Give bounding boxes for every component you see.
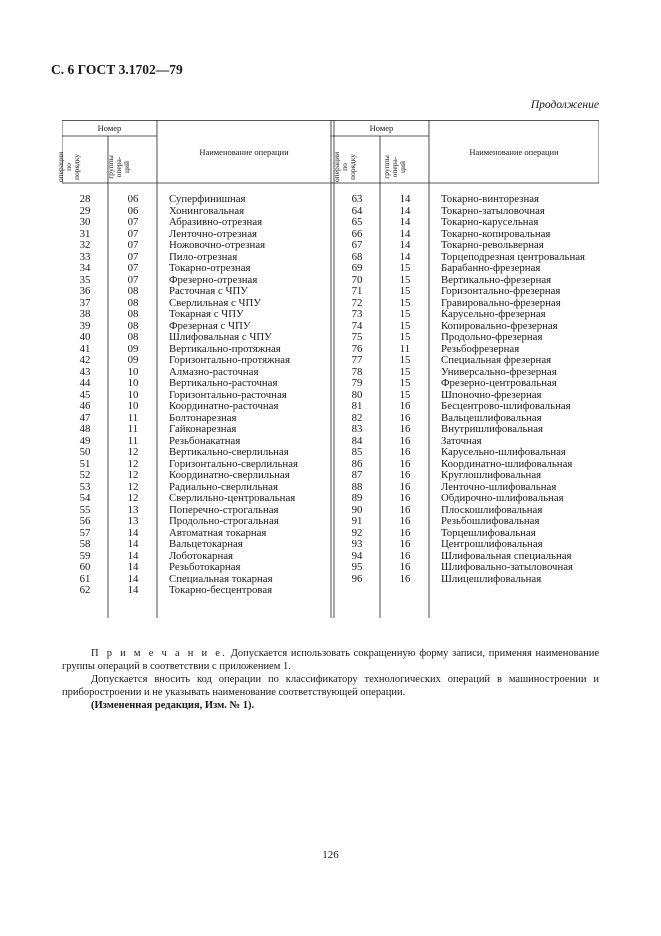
op-number-cell: 54 bbox=[79, 492, 91, 504]
group-number-cell: 15 bbox=[399, 262, 411, 274]
page-header-title: С. 6 ГОСТ 3.1702—79 bbox=[51, 62, 183, 77]
op-number-cell: 74 bbox=[351, 319, 363, 332]
table-row bbox=[62, 539, 331, 551]
operation-name-cell: Шпоночно-фрезерная bbox=[441, 388, 542, 401]
left-rows bbox=[62, 194, 331, 597]
note-paragraph bbox=[62, 647, 599, 673]
group-number-cell: 14 bbox=[127, 572, 139, 585]
operation-name-cell: Координатно-сверлильная bbox=[169, 469, 290, 481]
op-number-cell: 41 bbox=[79, 342, 91, 355]
left-group-header: группы опера- ций bbox=[106, 155, 131, 179]
op-number-cell: 46 bbox=[79, 400, 91, 412]
op-number-cell: 40 bbox=[79, 331, 91, 343]
op-number-cell: 94 bbox=[351, 549, 363, 562]
operation-name-cell: Лоботокарная bbox=[169, 549, 233, 562]
operation-name-cell: Автоматная токарная bbox=[169, 526, 267, 539]
operation-name-cell: Универсально-фрезерная bbox=[441, 365, 557, 378]
group-number-cell: 16 bbox=[399, 434, 411, 447]
op-number-cell: 72 bbox=[351, 296, 363, 309]
note-label: П р и м е ч а н и е. bbox=[91, 648, 227, 659]
group-number-cell: 16 bbox=[399, 423, 411, 435]
op-number-cell: 90 bbox=[351, 503, 363, 516]
operation-name-cell: Вертикально-сверлильная bbox=[169, 446, 289, 458]
op-number-cell: 44 bbox=[79, 377, 91, 389]
group-number-cell: 15 bbox=[399, 388, 411, 401]
op-number-cell: 82 bbox=[351, 411, 363, 424]
group-number-cell: 07 bbox=[127, 227, 139, 240]
op-number-cell: 49 bbox=[79, 434, 91, 447]
table-row bbox=[62, 217, 331, 229]
group-number-cell: 08 bbox=[127, 296, 139, 309]
operation-name-cell: Радиально-сверлильная bbox=[169, 480, 278, 493]
operation-name-cell: Обдирочно-шлифовальная bbox=[441, 492, 564, 504]
group-number-cell: 15 bbox=[399, 377, 411, 389]
table-row bbox=[334, 574, 599, 586]
group-number-cell: 14 bbox=[399, 250, 411, 263]
op-number-cell: 39 bbox=[79, 319, 91, 332]
operation-name-cell: Токарно-винторезная bbox=[441, 193, 539, 205]
group-number-cell: 15 bbox=[399, 296, 411, 309]
note-text: Допускается использовать сокращенную форму записи, применяя наименование группы операций в соответствии с приложением 1. bbox=[62, 648, 600, 672]
table-row bbox=[334, 447, 599, 459]
group-number-cell: 14 bbox=[127, 538, 139, 550]
operation-name-cell: Фрезерная с ЧПУ bbox=[169, 319, 251, 332]
op-number-cell: 81 bbox=[351, 400, 363, 412]
op-number-cell: 48 bbox=[79, 423, 91, 435]
table-row bbox=[334, 194, 599, 206]
operation-name-cell: Карусельно-шлифовальная bbox=[441, 446, 566, 458]
right-rows bbox=[334, 194, 599, 585]
operation-name-cell: Круглошлифовальная bbox=[441, 469, 542, 481]
table-row bbox=[62, 286, 331, 298]
operation-name-cell: Фрезерно-отрезная bbox=[169, 273, 258, 286]
op-number-cell: 87 bbox=[351, 469, 363, 481]
table-row bbox=[334, 562, 599, 574]
group-number-cell: 11 bbox=[127, 411, 139, 424]
op-number-cell: 55 bbox=[79, 503, 91, 516]
op-number-cell: 51 bbox=[79, 457, 91, 470]
table-row bbox=[62, 309, 331, 321]
group-number-cell: 13 bbox=[127, 503, 139, 516]
operation-name-cell: Токарная с ЧПУ bbox=[169, 308, 244, 320]
op-number-cell: 33 bbox=[79, 250, 91, 263]
group-number-cell: 16 bbox=[399, 515, 411, 527]
op-number-cell: 69 bbox=[351, 262, 363, 274]
op-number-cell: 56 bbox=[79, 515, 91, 527]
operation-name-cell: Специальная токарная bbox=[169, 572, 273, 585]
group-number-cell: 10 bbox=[127, 400, 139, 412]
operation-name-cell: Ленточно-отрезная bbox=[169, 227, 257, 240]
group-number-cell: 08 bbox=[127, 308, 139, 320]
group-number-cell: 09 bbox=[127, 342, 139, 355]
op-number-cell: 29 bbox=[79, 204, 91, 217]
group-number-cell: 14 bbox=[127, 549, 139, 562]
table-row bbox=[62, 401, 331, 413]
group-number-cell: 12 bbox=[127, 480, 139, 493]
group-number-cell: 16 bbox=[399, 538, 411, 550]
left-name-header: Наименование операции bbox=[199, 147, 289, 157]
table-row bbox=[334, 263, 599, 275]
group-number-cell: 09 bbox=[127, 354, 139, 366]
group-number-cell: 15 bbox=[399, 319, 411, 332]
table-row bbox=[62, 355, 331, 367]
operation-name-cell: Вертикально-расточная bbox=[169, 377, 278, 389]
op-number-cell: 67 bbox=[351, 239, 363, 251]
group-number-cell: 16 bbox=[399, 400, 411, 412]
op-number-cell: 86 bbox=[351, 457, 363, 470]
op-number-cell: 52 bbox=[79, 469, 91, 481]
group-number-cell: 16 bbox=[399, 469, 411, 481]
group-number-cell: 16 bbox=[399, 503, 411, 516]
op-number-cell: 30 bbox=[79, 216, 91, 228]
group-number-cell: 16 bbox=[399, 561, 411, 573]
code-paragraph: Допускается вносить код операции по классификатору технологических операций в машиностроении и приборостроении и не указывать наименование соответствующей операции. bbox=[62, 674, 599, 698]
op-number-cell: 58 bbox=[79, 538, 91, 550]
op-number-cell: 28 bbox=[79, 193, 91, 205]
operation-name-cell: Гравировально-фрезерная bbox=[441, 296, 561, 309]
table-row bbox=[62, 240, 331, 252]
op-number-cell: 47 bbox=[79, 411, 91, 424]
operation-name-cell: Вертикально-протяжная bbox=[169, 342, 281, 355]
group-number-cell: 06 bbox=[127, 204, 139, 217]
operation-name-cell: Токарно-бесцентровая bbox=[169, 584, 273, 596]
operation-name-cell: Бесцентрово-шлифовальная bbox=[441, 400, 571, 412]
op-number-cell: 92 bbox=[351, 526, 363, 539]
operation-name-cell: Шлифовально-затыловочная bbox=[441, 561, 574, 573]
operation-name-cell: Шлифовальная специальная bbox=[441, 549, 572, 562]
group-number-cell: 07 bbox=[127, 239, 139, 251]
group-number-cell: 11 bbox=[127, 434, 139, 447]
group-number-cell: 08 bbox=[127, 319, 139, 332]
group-number-cell: 11 bbox=[399, 342, 411, 355]
group-number-cell: 16 bbox=[399, 480, 411, 493]
group-number-cell: 07 bbox=[127, 250, 139, 263]
group-number-cell: 14 bbox=[127, 584, 139, 596]
operation-name-cell: Абразивно-отрезная bbox=[169, 216, 263, 228]
op-number-cell: 42 bbox=[79, 354, 91, 366]
table-row bbox=[334, 401, 599, 413]
operation-name-cell: Заточная bbox=[441, 434, 482, 447]
operation-name-cell: Копировально-фрезерная bbox=[441, 319, 558, 332]
group-number-cell: 10 bbox=[127, 388, 139, 401]
operation-name-cell: Сверлильная с ЧПУ bbox=[169, 296, 261, 309]
operation-name-cell: Координатно-расточная bbox=[169, 400, 279, 412]
table-row bbox=[334, 332, 599, 344]
op-number-cell: 91 bbox=[351, 515, 363, 527]
operation-name-cell: Пило-отрезная bbox=[169, 250, 238, 263]
op-number-cell: 88 bbox=[351, 480, 363, 493]
op-number-cell: 65 bbox=[351, 216, 363, 228]
op-number-cell: 76 bbox=[351, 342, 363, 355]
op-number-cell: 77 bbox=[351, 354, 363, 366]
group-number-cell: 16 bbox=[399, 572, 411, 585]
right-group-header: группы опера- ций bbox=[382, 155, 407, 179]
operation-name-cell: Координатно-шлифовальная bbox=[441, 457, 573, 470]
op-number-cell: 80 bbox=[351, 388, 363, 401]
op-number-cell: 50 bbox=[79, 446, 91, 458]
group-number-cell: 10 bbox=[127, 365, 139, 378]
group-number-cell: 15 bbox=[399, 285, 411, 297]
table-row bbox=[334, 378, 599, 390]
operation-name-cell: Горизонтально-расточная bbox=[169, 388, 287, 401]
table-row bbox=[62, 447, 331, 459]
op-number-cell: 83 bbox=[351, 423, 363, 435]
operation-name-cell: Резьботокарная bbox=[169, 561, 241, 573]
group-number-cell: 16 bbox=[399, 549, 411, 562]
operation-name-cell: Расточная с ЧПУ bbox=[169, 285, 248, 297]
table-row bbox=[62, 562, 331, 574]
operation-name-cell: Вальцешлифовальная bbox=[441, 411, 542, 424]
operation-name-cell: Токарно-карусельная bbox=[441, 216, 539, 228]
op-number-cell: 60 bbox=[79, 561, 91, 573]
operation-name-cell: Карусельно-фрезерная bbox=[441, 308, 546, 320]
op-number-cell: 89 bbox=[351, 492, 363, 504]
op-number-cell: 38 bbox=[79, 308, 91, 320]
operation-name-cell: Хонинговальная bbox=[169, 204, 245, 217]
table-row bbox=[334, 470, 599, 482]
operation-name-cell: Торцешлифовальная bbox=[441, 526, 536, 539]
table-row bbox=[334, 309, 599, 321]
table-row bbox=[62, 493, 331, 505]
group-number-cell: 16 bbox=[399, 526, 411, 539]
group-number-cell: 08 bbox=[127, 285, 139, 297]
right-name-header: Наименование операции bbox=[469, 147, 559, 157]
operation-name-cell: Фрезерно-центровальная bbox=[441, 377, 557, 389]
operation-name-cell: Токарно-затыловочная bbox=[441, 204, 545, 217]
operation-name-cell: Поперечно-строгальная bbox=[169, 503, 279, 516]
op-number-cell: 84 bbox=[351, 434, 363, 447]
group-number-cell: 16 bbox=[399, 446, 411, 458]
operation-name-cell: Алмазно-расточная bbox=[169, 365, 259, 378]
group-number-cell: 15 bbox=[399, 308, 411, 320]
op-number-cell: 63 bbox=[351, 193, 363, 205]
group-number-cell: 11 bbox=[127, 423, 139, 435]
operation-name-cell: Шлифовальная с ЧПУ bbox=[169, 331, 272, 343]
group-number-cell: 12 bbox=[127, 469, 139, 481]
operation-name-cell: Вертикально-фрезерная bbox=[441, 273, 552, 286]
group-number-cell: 15 bbox=[399, 273, 411, 286]
group-number-cell: 15 bbox=[399, 331, 411, 343]
operation-name-cell: Барабанно-фрезерная bbox=[441, 262, 541, 274]
operations-table bbox=[56, 120, 599, 618]
group-number-cell: 06 bbox=[127, 193, 139, 205]
op-number-cell: 64 bbox=[351, 204, 363, 217]
op-number-cell: 68 bbox=[351, 250, 363, 263]
operation-name-cell: Ленточно-шлифовальная bbox=[441, 480, 557, 493]
operation-name-cell: Болтонарезная bbox=[169, 411, 237, 424]
op-number-cell: 34 bbox=[79, 262, 91, 274]
operation-name-cell: Продольно-фрезерная bbox=[441, 331, 543, 343]
group-number-cell: 14 bbox=[399, 193, 411, 205]
table-row bbox=[334, 424, 599, 436]
op-number-cell: 62 bbox=[79, 584, 91, 596]
table-row bbox=[62, 516, 331, 528]
op-number-cell: 93 bbox=[351, 538, 363, 550]
table-row bbox=[62, 585, 331, 597]
op-number-cell: 57 bbox=[79, 526, 91, 539]
revision-note: (Измененная редакция, Изм. № 1). bbox=[91, 700, 255, 711]
op-number-cell: 53 bbox=[79, 480, 91, 493]
operation-name-cell: Специальная фрезерная bbox=[441, 354, 552, 366]
right-op-order-header: операции по порядку bbox=[332, 151, 357, 183]
group-number-cell: 14 bbox=[399, 239, 411, 251]
op-number-cell: 31 bbox=[79, 227, 91, 240]
operation-name-cell: Торцеподрезная центровальная bbox=[441, 250, 586, 263]
table-row bbox=[334, 240, 599, 252]
operation-name-cell: Горизонтально-протяжная bbox=[169, 354, 291, 366]
op-number-cell: 85 bbox=[351, 446, 363, 458]
table-row bbox=[62, 263, 331, 275]
note-block bbox=[62, 647, 599, 712]
operation-name-cell: Сверлильно-центровальная bbox=[169, 492, 296, 504]
operation-name-cell: Центрошлифовальная bbox=[441, 538, 543, 550]
op-number-cell: 70 bbox=[351, 273, 363, 286]
group-number-cell: 12 bbox=[127, 492, 139, 504]
group-number-cell: 16 bbox=[399, 411, 411, 424]
left-number-header: Номер bbox=[97, 123, 122, 133]
table-row bbox=[62, 378, 331, 390]
group-number-cell: 14 bbox=[399, 216, 411, 228]
op-number-cell: 61 bbox=[79, 572, 91, 585]
op-number-cell: 71 bbox=[351, 285, 363, 297]
operation-name-cell: Горизонтально-сверлильная bbox=[169, 457, 298, 470]
group-number-cell: 15 bbox=[399, 365, 411, 378]
group-number-cell: 14 bbox=[127, 561, 139, 573]
page-number: 126 bbox=[322, 849, 339, 861]
operation-name-cell: Токарно-револьверная bbox=[441, 239, 544, 251]
group-number-cell: 08 bbox=[127, 331, 139, 343]
op-number-cell: 43 bbox=[79, 365, 91, 378]
operation-name-cell: Продольно-строгальная bbox=[169, 515, 279, 527]
operation-name-cell: Плоскошлифовальная bbox=[441, 503, 543, 516]
table-row bbox=[62, 424, 331, 436]
group-number-cell: 07 bbox=[127, 273, 139, 286]
op-number-cell: 95 bbox=[351, 561, 363, 573]
group-number-cell: 10 bbox=[127, 377, 139, 389]
group-number-cell: 12 bbox=[127, 446, 139, 458]
group-number-cell: 16 bbox=[399, 492, 411, 504]
operation-name-cell: Токарно-копировальная bbox=[441, 227, 551, 240]
group-number-cell: 07 bbox=[127, 262, 139, 274]
table-row bbox=[334, 217, 599, 229]
op-number-cell: 45 bbox=[79, 388, 91, 401]
left-op-order-header: операции по порядку bbox=[56, 151, 81, 183]
table-row bbox=[334, 493, 599, 505]
op-number-cell: 36 bbox=[79, 285, 91, 297]
operation-name-cell: Шлицешлифовальная bbox=[441, 572, 542, 585]
operation-name-cell: Ножовочно-отрезная bbox=[169, 239, 266, 251]
op-number-cell: 32 bbox=[79, 239, 91, 251]
op-number-cell: 59 bbox=[79, 549, 91, 562]
op-number-cell: 96 bbox=[351, 572, 363, 585]
group-number-cell: 12 bbox=[127, 457, 139, 470]
operation-name-cell: Внутришлифовальная bbox=[441, 423, 543, 435]
group-number-cell: 15 bbox=[399, 354, 411, 366]
operation-name-cell: Горизонтально-фрезерная bbox=[441, 285, 561, 297]
operation-name-cell: Гайконарезная bbox=[169, 423, 237, 435]
op-number-cell: 79 bbox=[351, 377, 363, 389]
table-row bbox=[62, 194, 331, 206]
group-number-cell: 16 bbox=[399, 457, 411, 470]
table-row bbox=[334, 516, 599, 528]
operation-name-cell: Суперфинишная bbox=[169, 193, 246, 205]
group-number-cell: 07 bbox=[127, 216, 139, 228]
table-row bbox=[62, 470, 331, 482]
operation-name-cell: Резьбофрезерная bbox=[441, 342, 520, 355]
operation-name-cell: Резьбонакатная bbox=[169, 434, 241, 447]
op-number-cell: 73 bbox=[351, 308, 363, 320]
op-number-cell: 66 bbox=[351, 227, 363, 240]
op-number-cell: 75 bbox=[351, 331, 363, 343]
op-number-cell: 35 bbox=[79, 273, 91, 286]
table-row bbox=[62, 332, 331, 344]
group-number-cell: 14 bbox=[399, 204, 411, 217]
table-row bbox=[334, 286, 599, 298]
right-number-header: Номер bbox=[369, 123, 394, 133]
continuation-label: Продолжение bbox=[530, 99, 599, 111]
table-row bbox=[334, 539, 599, 551]
group-number-cell: 14 bbox=[399, 227, 411, 240]
operation-name-cell: Токарно-отрезная bbox=[169, 262, 251, 274]
op-number-cell: 78 bbox=[351, 365, 363, 378]
table-row bbox=[334, 355, 599, 367]
operation-name-cell: Резьбошлифовальная bbox=[441, 515, 540, 527]
operation-name-cell: Вальцетокарная bbox=[169, 538, 243, 550]
group-number-cell: 13 bbox=[127, 515, 139, 527]
op-number-cell: 37 bbox=[79, 296, 91, 309]
group-number-cell: 14 bbox=[127, 526, 139, 539]
